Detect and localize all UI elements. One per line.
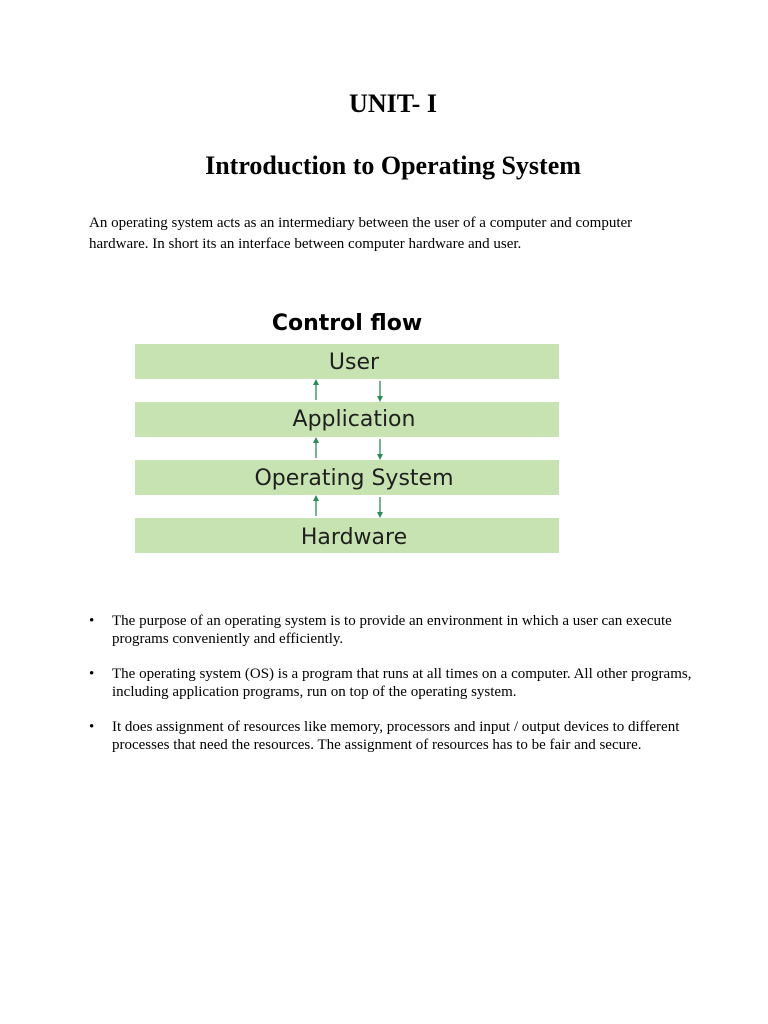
layer-label-hardware: Hardware	[300, 525, 408, 550]
layer-label-user: User	[328, 350, 380, 375]
bullet-list	[89, 612, 699, 771]
list-item	[89, 718, 699, 754]
list-item	[89, 612, 699, 648]
intro-paragraph: An operating system acts as an intermediary between the user of a computer and computer hardware. In short its an interface between computer hardware and user.	[89, 215, 633, 252]
list-item-text: The purpose of an operating system is to provide an environment in which a user can execute programs conveniently and efficiently.	[112, 613, 672, 647]
list-item-text: The operating system (OS) is a program that runs at all times on a computer. All other programs, including application programs, run on top of the operating system.	[112, 666, 692, 700]
bullet-icon: •	[89, 613, 95, 629]
bullet-icon: •	[89, 666, 95, 682]
diagram-title: Control flow	[271, 311, 423, 336]
bullet-icon: •	[89, 719, 95, 735]
unit-title: UNIT- I	[349, 89, 437, 118]
list-item	[89, 665, 699, 701]
layer-label-application: Application	[292, 407, 416, 432]
chapter-title: Introduction to Operating System	[205, 151, 581, 180]
layer-label-operating-system: Operating System	[254, 466, 454, 491]
control-flow-diagram	[130, 300, 570, 562]
list-item-text: It does assignment of resources like memory, processors and input / output devices to different processes that need the resources. The assignment of resources has to be fair and secure.	[112, 719, 680, 753]
